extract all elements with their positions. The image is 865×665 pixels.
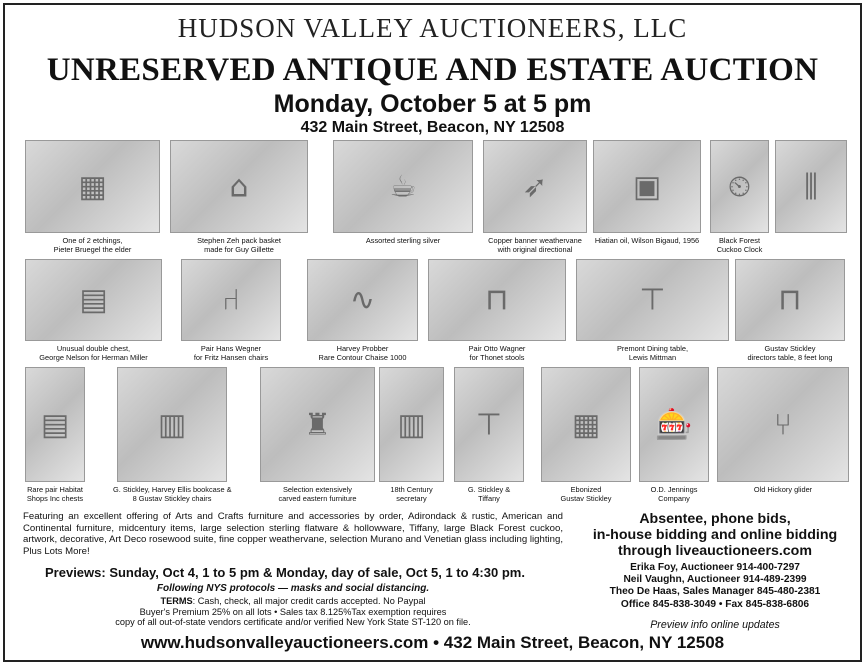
lot-photo xyxy=(170,140,308,233)
slot-machine-icon: 🎰 xyxy=(655,407,693,442)
lot-caption-line: Tiffany xyxy=(478,494,500,503)
terms-line-2: Buyer's Premium 25% on all lots • Sales tax 8.125%Tax exemption requires xyxy=(139,606,447,617)
chair-icon: ⑁ xyxy=(222,282,240,318)
lot-caption-line: carved eastern furniture xyxy=(278,494,357,503)
clubs-icon: ⫼ xyxy=(804,169,818,204)
contact-office-fax: Office 845-838-3049 • Fax 845-838-6806 xyxy=(620,598,810,610)
lot-caption xyxy=(635,485,713,503)
lot-caption-line: Harvey Probber xyxy=(336,344,389,353)
auction-date: Monday, October 5 at 5 pm xyxy=(273,90,592,118)
bidding-line-3: through liveauctioneers.com xyxy=(618,543,812,559)
lot-caption xyxy=(256,485,379,503)
stool-icon: ⊓ xyxy=(485,282,509,318)
lot-photo xyxy=(717,367,849,482)
chest-icon: ▤ xyxy=(79,282,108,318)
lot-caption-line: for Thonet stools xyxy=(469,353,525,362)
bookcase-icon: ▥ xyxy=(157,407,187,442)
lot-caption-line: Cuckoo Clock xyxy=(716,245,763,254)
lot-caption-line: Rare pair Habitat xyxy=(27,485,83,494)
previews-schedule: Previews: Sunday, Oct 4, 1 to 5 pm & Monday, day of sale, Oct 5, 1 to 4:30 pm. xyxy=(45,565,525,580)
lot-caption-line: 18th Century xyxy=(390,485,433,494)
preview-info-note: Preview info online updates xyxy=(650,619,780,631)
lot-photo xyxy=(735,259,845,341)
lot-caption-line: Ebonized xyxy=(570,485,602,494)
lot-caption-line: Assorted sterling silver xyxy=(365,236,441,245)
lot-caption-line: G. Stickley, Harvey Ellis bookcase & xyxy=(113,485,232,494)
secretary-icon: ▥ xyxy=(397,407,426,442)
lot-caption-line: Unusual double chest, xyxy=(56,344,131,353)
lot-caption xyxy=(424,344,570,362)
lot-caption-line: Black Forest xyxy=(718,236,761,245)
lot-caption-line: Rare Contour Chaise 1000 xyxy=(318,353,407,362)
lot-photo xyxy=(25,259,162,341)
lot-caption xyxy=(572,344,733,362)
contact-list xyxy=(570,562,860,611)
glider-icon: ⑂ xyxy=(774,407,792,442)
lot-caption-line: G. Stickley & xyxy=(467,485,511,494)
terms-line-1: : Cash, check, all major credit cards accepted. No Paypal xyxy=(192,596,426,606)
lot-photo xyxy=(541,367,631,482)
lot-caption xyxy=(21,485,89,503)
lot-photo xyxy=(483,140,587,233)
lot-caption-line: with original directional xyxy=(497,245,573,254)
lot-photo xyxy=(25,367,85,482)
lot-caption-line: 8 Gustav Stickley chairs xyxy=(132,494,212,503)
lot-caption-line: Hiatian oil, Wilson Bigaud, 1956 xyxy=(594,236,700,245)
lot-caption xyxy=(177,344,285,362)
lot-caption-line: Gustav Stickley xyxy=(560,494,612,503)
auction-address: 432 Main Street, Beacon, NY 12508 xyxy=(300,119,565,136)
lot-photo xyxy=(710,140,769,233)
carved-furniture-icon: ♜ xyxy=(304,407,331,442)
lot-caption-line: One of 2 etchings, xyxy=(62,236,123,245)
lot-caption-line: Copper banner weathervane xyxy=(488,236,582,245)
painting-icon: ▣ xyxy=(632,169,662,204)
lot-caption-line: Company xyxy=(658,494,690,503)
lot-caption xyxy=(479,236,591,254)
lot-photo xyxy=(307,259,418,341)
description-text: Featuring an excellent offering of Arts and Crafts furniture and accessories by order, Adirondack & rustic, American and Continental furniture, midcentury items, large selection sterling flatware & hollowware, Tiffany, large Black Forest cuckoo, artwork, decorative, Art Deco rosewood suite, fine copper weathervane, selection Murano and Venetian glass including lighting, Plus Lots More! xyxy=(23,511,563,557)
lot-photo xyxy=(454,367,524,482)
lot-caption xyxy=(537,485,635,503)
lot-photo xyxy=(181,259,281,341)
lot-photo xyxy=(25,140,160,233)
lot-photo xyxy=(428,259,566,341)
lot-caption-line: George Nelson for Herman Miller xyxy=(39,353,148,362)
chaise-icon: ∿ xyxy=(349,282,376,318)
lot-caption xyxy=(166,236,312,254)
lot-caption-line: Stephen Zeh pack basket xyxy=(197,236,281,245)
lot-caption xyxy=(731,344,849,362)
lot-caption xyxy=(589,236,705,245)
lot-caption-line: Selection extensively xyxy=(282,485,353,494)
lot-caption-line: for Fritz Hansen chairs xyxy=(193,353,269,362)
etching-icon: ▦ xyxy=(78,169,107,204)
cabinet-icon: ▦ xyxy=(571,407,601,442)
lot-photo xyxy=(379,367,444,482)
silver-icon: ☕ xyxy=(389,169,417,204)
lot-caption xyxy=(113,485,231,503)
lot-caption xyxy=(21,236,164,254)
lot-photo xyxy=(639,367,709,482)
lot-caption xyxy=(329,236,477,245)
terms-block xyxy=(23,596,563,628)
auction-title: UNRESERVED ANTIQUE AND ESTATE AUCTION xyxy=(46,52,819,88)
lot-caption-line: Pieter Bruegel the elder xyxy=(53,245,132,254)
footer-website-address[interactable]: www.hudsonvalleyauctioneers.com • 432 Main Street, Beacon, NY 12508 xyxy=(140,633,725,652)
lot-caption-line: Premont Dining table, xyxy=(616,344,689,353)
lot-caption-line: O.D. Jennings xyxy=(650,485,698,494)
contact-neil-vaughn: Neil Vaughn, Auctioneer 914-489-2399 xyxy=(623,574,807,586)
table-icon: ⊤ xyxy=(639,282,666,318)
lot-caption-line: Lewis Mittman xyxy=(628,353,677,362)
contact-erika-foy: Erika Foy, Auctioneer 914-400-7297 xyxy=(630,562,800,573)
lot-caption xyxy=(375,485,448,503)
lot-caption-line: Pair Otto Wagner xyxy=(468,344,526,353)
auction-flyer xyxy=(3,3,862,662)
lot-photo xyxy=(117,367,227,482)
lot-photo xyxy=(576,259,729,341)
company-name: HUDSON VALLEY AUCTIONEERS, LLC xyxy=(177,13,688,43)
lot-caption-line: Gustav Stickley xyxy=(764,344,816,353)
lot-photo xyxy=(260,367,375,482)
bidding-info xyxy=(570,511,860,559)
clock-icon: ⏲ xyxy=(727,169,752,204)
covid-protocol-note: Following NYS protocols — masks and social distancing. xyxy=(156,583,430,594)
contact-theo-de-haas: Theo De Haas, Sales Manager 845-480-2381 xyxy=(609,586,821,598)
lamp-table-icon: ⊤ xyxy=(475,407,503,442)
bidding-line-1: Absentee, phone bids, xyxy=(639,511,791,527)
lot-caption xyxy=(450,485,528,503)
bidding-line-2: in-house bidding and online bidding xyxy=(592,527,838,543)
lot-caption-line: secretary xyxy=(396,494,427,503)
desk-icon: ⊓ xyxy=(778,282,802,318)
terms-label: TERMS xyxy=(160,596,193,606)
lot-photo xyxy=(593,140,701,233)
lot-caption-line: Pair Hans Wegner xyxy=(200,344,262,353)
chest-icon: ▤ xyxy=(40,407,70,442)
terms-line-3: copy of all out-of-state vendors certificate and/or verified New York State ST-120 on file. xyxy=(115,617,471,628)
lot-caption-line: Shops Inc chests xyxy=(26,494,84,503)
weathervane-icon: ➶ xyxy=(522,169,548,204)
lot-caption xyxy=(303,344,422,362)
lot-photo xyxy=(333,140,473,233)
lot-caption xyxy=(706,236,773,254)
basket-icon: ⌂ xyxy=(229,169,249,204)
lot-caption xyxy=(21,344,166,362)
lot-caption-line: Old Hickory glider xyxy=(753,485,813,494)
lot-caption-line: directors table, 8 feet long xyxy=(747,353,833,362)
lot-photo xyxy=(775,140,847,233)
lot-caption-line: made for Guy Gillette xyxy=(204,245,274,254)
lot-caption xyxy=(713,485,853,494)
